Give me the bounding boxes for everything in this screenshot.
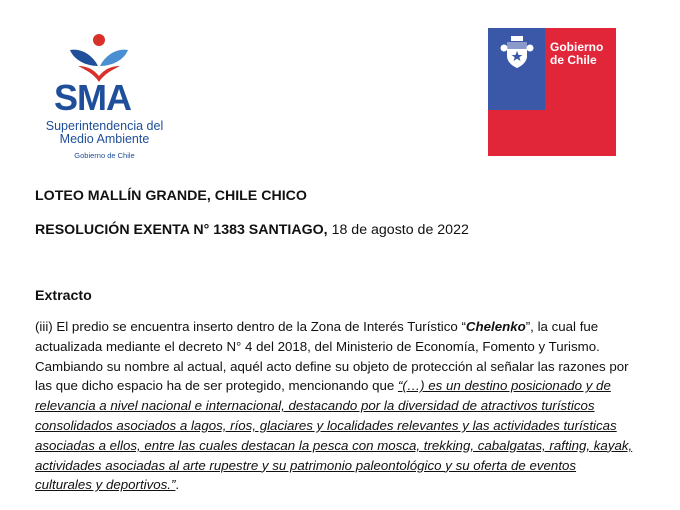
document-title: LOTEO MALLÍN GRANDE, CHILE CHICO [35,188,307,204]
quote-line-8: actividades asociadas al arte rupestre y su patrimonio paleontológico y su oferta de eventos [35,457,577,473]
sma-subtitle: Gobierno de Chile [74,151,135,160]
final-period: . [175,477,180,493]
sma-full-name [37,120,172,146]
quote-end: culturales y deportivos.” [35,477,176,493]
body-line-3: Cambiando su nombre al actual, aquél acto define su objeto de protección al señalar las razones por [35,358,629,374]
gobierno-line2: de Chile [550,53,597,67]
extract-paragraph [35,317,675,495]
sma-name-line1: Superintendencia del [45,119,164,133]
body-line-4-plain: las que dicho espacio ha de ser protegido, mencionando que [35,378,398,394]
body-line-4 [35,376,675,396]
quote-start: “(…) es un destino posicionado y de [397,378,611,394]
chelenko-name: Chelenko [465,319,526,334]
section-heading: Extracto [35,288,92,304]
gobierno-line1: Gobierno [550,40,604,54]
quote-line-7: asociadas a ellos, entre las cuales destacan la pesca con mosca, trekking, cabalgatas, rafting, kayak, [35,437,633,453]
quote-line-6: consolidados asociados a lagos, ríos, glaciares y localidades relevantes y las actividades turísticas [35,417,617,433]
gobierno-de-chile-logo [488,28,616,156]
gob-blue-block [488,28,545,110]
sma-logo [34,32,174,160]
resolution-number: RESOLUCIÓN EXENTA N° 1383 SANTIAGO, [35,222,328,238]
sma-name-line2: Medio Ambiente [59,132,150,146]
sma-acronym: SMA [54,77,131,118]
quote-line-5: relevancia a nivel nacional e internacional, destacando por la diversidad de atractivos turísticos [35,398,595,414]
body-line-1 [35,317,675,337]
gobierno-text [550,41,603,67]
body-line-2: actualizada mediante el decreto N° 4 del 2018, del Ministerio de Economía, Fomento y Turismo. [35,338,600,354]
gob-red-band [488,110,616,156]
resolution-date: 18 de agosto de 2022 [331,222,469,238]
body-line-1-end: ”, la cual fue [525,319,599,334]
chile-coat-of-arms-icon [500,34,534,72]
body-line-1-start: (iii) El predio se encuentra inserto dentro de la Zona de Interés Turístico “ [35,319,466,334]
quote-line-9 [35,475,675,495]
resolution-line [35,222,469,238]
